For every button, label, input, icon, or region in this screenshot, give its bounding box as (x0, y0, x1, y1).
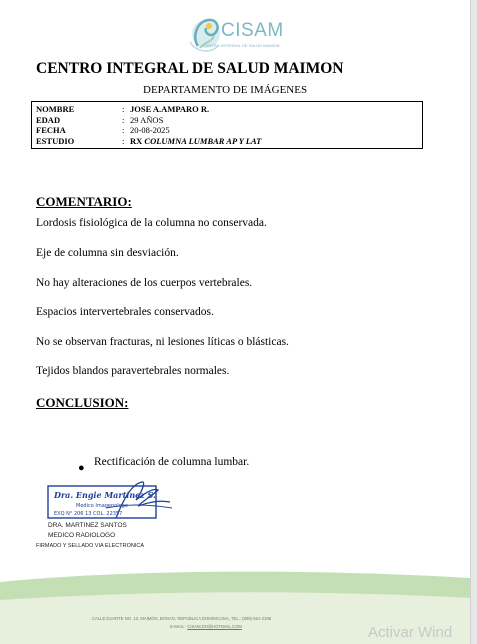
name-value: JOSE A.AMPARO R. (130, 104, 210, 114)
logo-subtitle: CENTRO INTEGRAL DE SALUD MAIMON (203, 43, 280, 48)
study-prefix: RX (130, 135, 143, 146)
footer-address: CALLE DUARTE NO. 13, MAIMÓN, BONAO, REPUBLICA DOMINICANA, TEL.: (809)-551-2196 (92, 616, 272, 621)
signature-stamp-icon (46, 478, 176, 524)
conclusion-item: Rectificación de columna lumbar. (94, 456, 250, 468)
study-value (130, 136, 261, 146)
age-separator: : (122, 114, 125, 125)
email-link[interactable]: CISAM.DO@HOTMAIL.COM (187, 624, 242, 629)
study-separator: : (122, 135, 125, 146)
date-value: 20-08-2025 (130, 125, 170, 135)
finding-item: Lordosis fisiológica de la columna no conservada. (36, 217, 267, 229)
logo-wordmark: CISAM (221, 20, 284, 41)
study-label: ESTUDIO (36, 135, 75, 146)
name-separator: : (122, 104, 125, 114)
department-title: DEPARTAMENTO DE IMÁGENES (143, 84, 308, 96)
signature-note: FIRMADO Y SELLADO VIA ELECTRONICA (36, 543, 144, 549)
page-edge (470, 0, 477, 644)
comment-heading: COMENTARIO: (36, 194, 132, 209)
stamp-line-1: Dra. Engie Martinez S. (54, 490, 156, 500)
doctor-name: DRA. MARTINEZ SANTOS (48, 522, 127, 529)
windows-activation-watermark: Activar Wind (368, 624, 453, 641)
clinic-name: CENTRO INTEGRAL DE SALUD MAIMON (36, 60, 344, 77)
doctor-title: MEDICO RADIOLOGO (48, 532, 116, 539)
finding-item: No hay alteraciones de los cuerpos vertebrales. (36, 277, 253, 289)
patient-info-box (31, 101, 423, 149)
footer-email (170, 624, 242, 629)
stamp-line-3: EXQ N° 206 13 COL. 22357 (54, 511, 123, 517)
stamp-line-2: Medico Imagenologo (76, 503, 128, 509)
finding-item: No se observan fracturas, ni lesiones líticas o blásticas. (36, 336, 289, 348)
conclusion-heading: CONCLUSION: (36, 395, 129, 410)
study-name: COLUMNA LUMBAR AP Y LAT (144, 135, 262, 146)
finding-item: Eje de columna sin desviación. (36, 247, 179, 259)
age-value: 29 AÑOS (130, 114, 164, 125)
bullet-icon: ● (78, 462, 85, 474)
finding-item: Tejidos blandos paravertebrales normales. (36, 365, 230, 377)
date-separator: : (122, 125, 125, 135)
name-label: NOMBRE (36, 104, 75, 114)
finding-item: Espacios intervertebrales conservados. (36, 306, 214, 318)
date-label: FECHA (36, 125, 66, 135)
email-label: E-MAIL : (170, 624, 187, 629)
age-label: EDAD (36, 114, 61, 125)
